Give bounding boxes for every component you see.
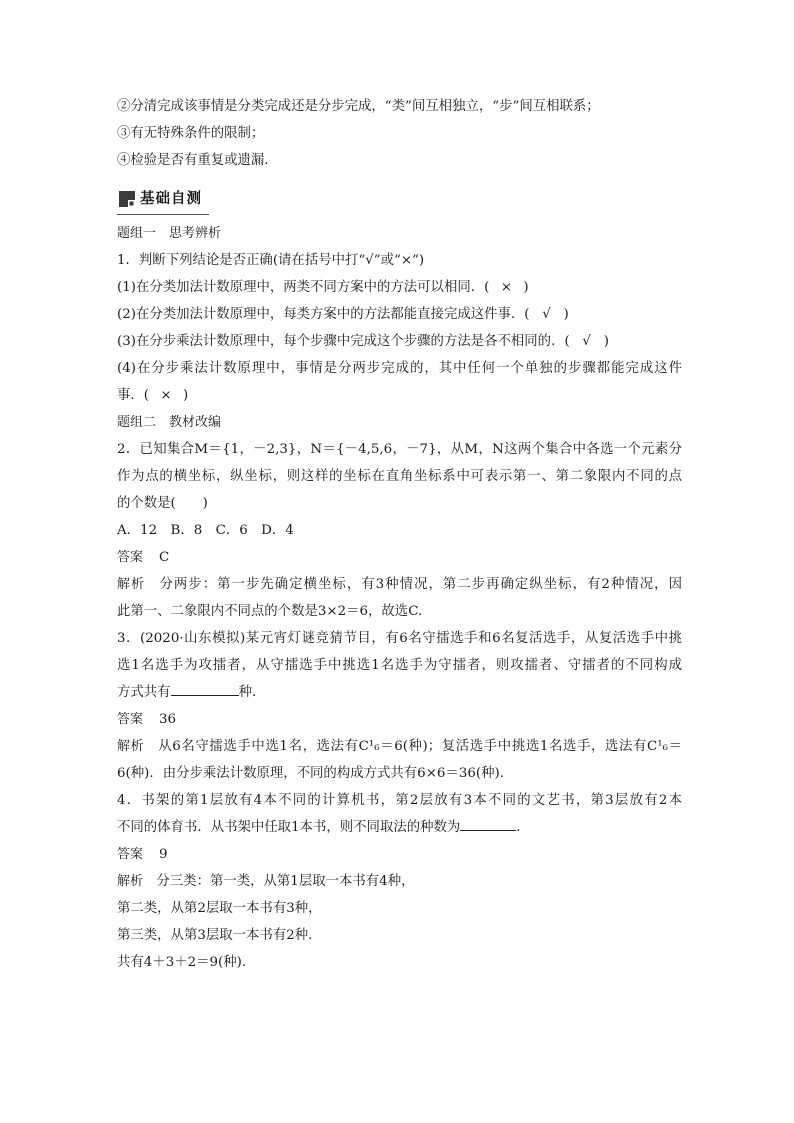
note-2: ②分清完成该事情是分类完成还是分步完成，“类”间互相独立，“步”间互相联系； bbox=[117, 99, 600, 114]
analysis-text: 从6名守擂选手中选1名，选法有C¹₆＝6(种)；复活选手中挑选1名选手，选法有C¹₆＝ bbox=[158, 739, 682, 754]
question-text: ． bbox=[516, 820, 530, 835]
judgment-mark: × bbox=[160, 388, 172, 403]
question-text: 不同的体育书．从书架中任取1本书，则不同取法的种数为 bbox=[117, 820, 461, 835]
judgment-item-4-line-2 bbox=[117, 382, 682, 409]
question-text: 方式共有 bbox=[117, 685, 171, 700]
question-3-line-1: 3．(2020·山东模拟)某元宵灯谜竞猜节目，有6名守擂选手和6名复活选手，从复活选手中挑 bbox=[117, 631, 682, 646]
judgment-item-4-line-1: (4)在分步乘法计数原理中，事情是分两步完成的，其中任何一个单独的步骤都能完成这件 bbox=[117, 361, 682, 376]
question-2-line-1: 2．已知集合M＝{1，－2,3}，N＝{－4,5,6，－7}，从M，N这两个集合中各选一个元素分 bbox=[117, 442, 682, 457]
question-4-line-1: 4．书架的第1层放有4本不同的计算机书，第2层放有3本不同的文艺书，第3层放有2本 bbox=[117, 793, 682, 808]
answer-label: 答案 bbox=[117, 550, 144, 565]
question-4-analysis-line-3: 第三类，从第3层取一本书有2种. bbox=[117, 928, 313, 943]
question-3-line-2: 选1名选手为攻擂者，从守擂选手中挑选1名选手为守擂者，则攻擂者、守擂者的不同构成 bbox=[117, 658, 682, 673]
question-2-line-2: 作为点的横坐标，纵坐标，则这样的坐标在直角坐标系中可表示第一、第二象限内不同的点 bbox=[117, 469, 682, 484]
section-underline bbox=[117, 214, 209, 215]
question-2-analysis-line-1 bbox=[117, 571, 682, 598]
question-2-options: A．12 B．8 C．6 D．4 bbox=[117, 523, 294, 538]
judgment-item-text: (2)在分类加法计数原理中，每类方案中的方法都能直接完成这件事．( bbox=[117, 307, 530, 322]
question-1-intro: 1．判断下列结论是否正确(请在括号中打“√”或“×”) bbox=[117, 253, 425, 268]
question-4-answer bbox=[117, 841, 682, 868]
analysis-label: 解析 bbox=[117, 874, 144, 889]
judgment-item-text: (1)在分类加法计数原理中，两类不同方案中的方法可以相同．( bbox=[117, 280, 490, 295]
judgment-close: ) bbox=[523, 280, 529, 295]
judgment-item-text: (3)在分步乘法计数原理中，每个步骤中完成这个步骤的方法是各不相同的．( bbox=[117, 334, 570, 349]
note-3: ③有无特殊条件的限制； bbox=[117, 126, 265, 141]
question-4-line-2 bbox=[117, 814, 682, 841]
group-1-title: 题组一 思考辨析 bbox=[117, 226, 222, 241]
section-square-icon bbox=[119, 191, 135, 207]
judgment-mark: √ bbox=[542, 307, 551, 322]
analysis-label: 解析 bbox=[117, 739, 145, 754]
judgment-close: ) bbox=[183, 388, 189, 403]
analysis-label: 解析 bbox=[117, 577, 146, 592]
question-4-analysis-line-4: 共有4＋3＋2＝9(种). bbox=[117, 955, 247, 970]
answer-value: 9 bbox=[159, 847, 168, 862]
section-heading bbox=[117, 180, 682, 220]
judgment-item-2 bbox=[117, 301, 682, 328]
question-3-line-3 bbox=[117, 679, 682, 706]
answer-value: 36 bbox=[159, 712, 177, 727]
analysis-text: 分两步：第一步先确定横坐标，有3种情况，第二步再确定纵坐标，有2种情况，因 bbox=[159, 577, 682, 592]
answer-label: 答案 bbox=[117, 847, 144, 862]
question-3-analysis-line-2: 6(种)．由分步乘法计数原理，不同的构成方式共有6×6＝36(种). bbox=[117, 766, 504, 781]
document-content bbox=[117, 93, 682, 976]
question-2-analysis-line-2: 此第一、二象限内不同点的个数是3×2＝6，故选C. bbox=[117, 604, 423, 619]
judgment-item-1 bbox=[117, 274, 682, 301]
judgment-mark: × bbox=[500, 280, 512, 295]
question-2-line-3: 的个数是( ) bbox=[117, 496, 208, 511]
judgment-close: ) bbox=[563, 307, 569, 322]
answer-blank bbox=[171, 681, 239, 696]
answer-blank bbox=[460, 816, 516, 831]
judgment-mark: √ bbox=[582, 334, 591, 349]
note-4: ④检验是否有重复或遗漏． bbox=[117, 153, 278, 168]
section-title: 基础自测 bbox=[140, 191, 202, 207]
question-4-analysis-line-2: 第二类，从第2层取一本书有3种， bbox=[117, 901, 322, 916]
question-3-answer bbox=[117, 706, 682, 733]
question-4-analysis-line-1 bbox=[117, 868, 682, 895]
judgment-item-text: 事．( bbox=[117, 388, 150, 403]
question-2-answer bbox=[117, 544, 682, 571]
answer-value: C bbox=[159, 550, 170, 565]
judgment-item-3 bbox=[117, 328, 682, 355]
question-text: 种. bbox=[238, 685, 257, 700]
answer-label: 答案 bbox=[117, 712, 144, 727]
question-3-analysis-line-1 bbox=[117, 733, 682, 760]
analysis-text: 分三类：第一类，从第1层取一本书有4种， bbox=[156, 874, 415, 889]
group-2-title: 题组二 教材改编 bbox=[117, 415, 222, 430]
judgment-close: ) bbox=[603, 334, 609, 349]
